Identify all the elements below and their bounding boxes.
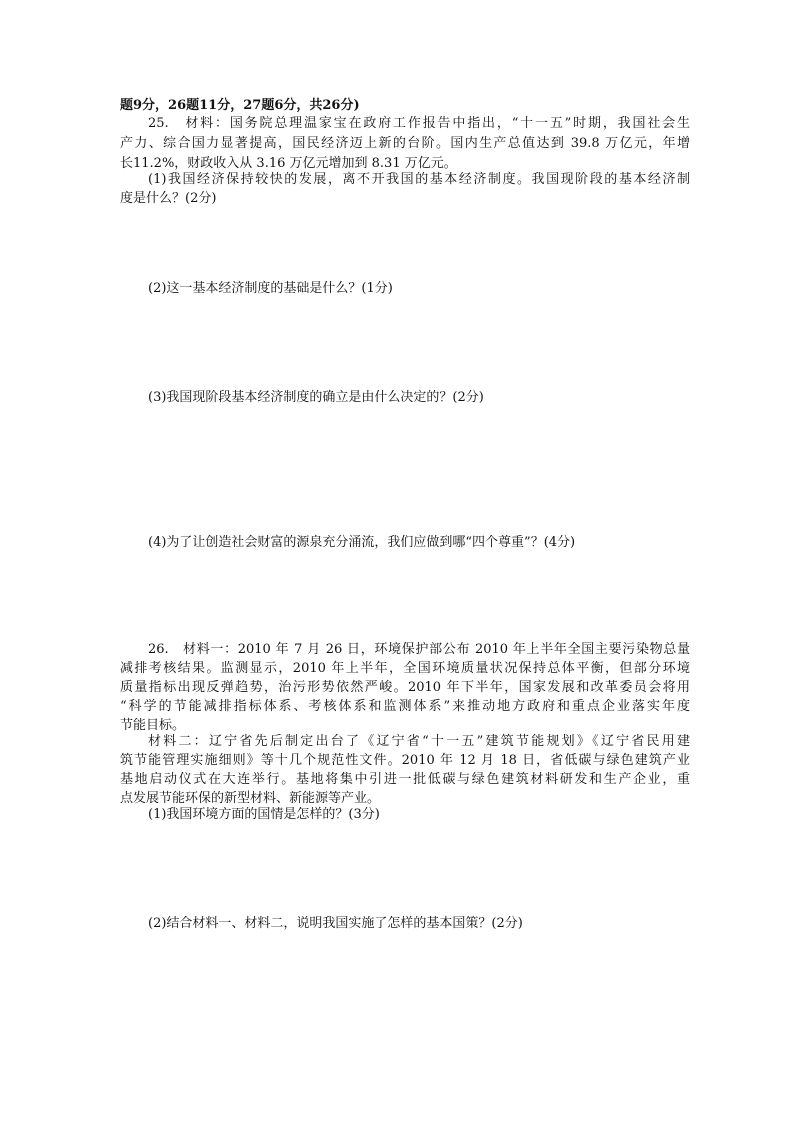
section-header: 题9分，26题11分，27题6分，共26分) (120, 98, 360, 113)
q25-material-line-2: 产力、综合国力显著提高，国民经济迈上新的台阶。国内生产总值达到 39.8 万亿元，年增 (120, 136, 690, 151)
q26-sub2: (2)结合材料一、材料二，说明我国实施了怎样的基本国策？(2分) (148, 916, 523, 931)
q25-sub4: (4)为了让创造社会财富的源泉充分涌流，我们应做到哪“四个尊重”？(4分) (148, 535, 576, 550)
q26-material1-line-5: 节能目标。 (120, 718, 186, 733)
q26-material2-line-4: 点发展节能环保的新型材料、新能源等产业。 (120, 791, 381, 806)
q26-material1-line-4: “科学的节能减排指标体系、考核体系和监测体系”来推动地方政府和重点企业落实年度 (120, 699, 690, 714)
q26-material2-line-2: 筑节能管理实施细则》等十几个规范性文件。2010 年 12 月 18 日，省低碳与绿色建筑产业 (120, 753, 690, 768)
q26-sub1: (1)我国环境方面的国情是怎样的？(3分) (148, 807, 380, 822)
q25-material-line-3: 长11.2%，财政收入从 3.16 万亿元增加到 8.31 万亿元。 (120, 156, 457, 171)
q26-material2-line-3: 基地启动仪式在大连举行。基地将集中引进一批低碳与绿色建筑材料研发和生产企业，重 (120, 772, 690, 787)
q25-sub1-line-2: 度是什么？(2分) (120, 191, 217, 206)
q25-sub2: (2)这一基本经济制度的基础是什么？(1分) (148, 281, 393, 296)
q25-sub3: (3)我国现阶段基本经济制度的确立是由什么决定的？(2分) (148, 390, 484, 405)
q26-material1-line-2: 减排考核结果。监测显示，2010 年上半年，全国环境质量状况保持总体平衡，但部分环境 (120, 661, 690, 676)
q26-material2-line-1: 材料二：辽宁省先后制定出台了《辽宁省“十一五”建筑节能规划》《辽宁省民用建 (148, 734, 690, 749)
q25-material-line-1: 25. 材料：国务院总理温家宝在政府工作报告中指出，“十一五”时期，我国社会生 (148, 116, 690, 131)
q25-sub1-line-1: (1)我国经济保持较快的发展，离不开我国的基本经济制度。我国现阶段的基本经济制 (148, 172, 690, 187)
q26-material1-line-1: 26. 材料一：2010 年 7 月 26 日，环境保护部公布 2010 年上半年全国主要污染物总量 (148, 642, 690, 657)
q26-material1-line-3: 质量指标出现反弹趋势，治污形势依然严峻。2010 年下半年，国家发展和改革委员会将用 (120, 680, 690, 695)
